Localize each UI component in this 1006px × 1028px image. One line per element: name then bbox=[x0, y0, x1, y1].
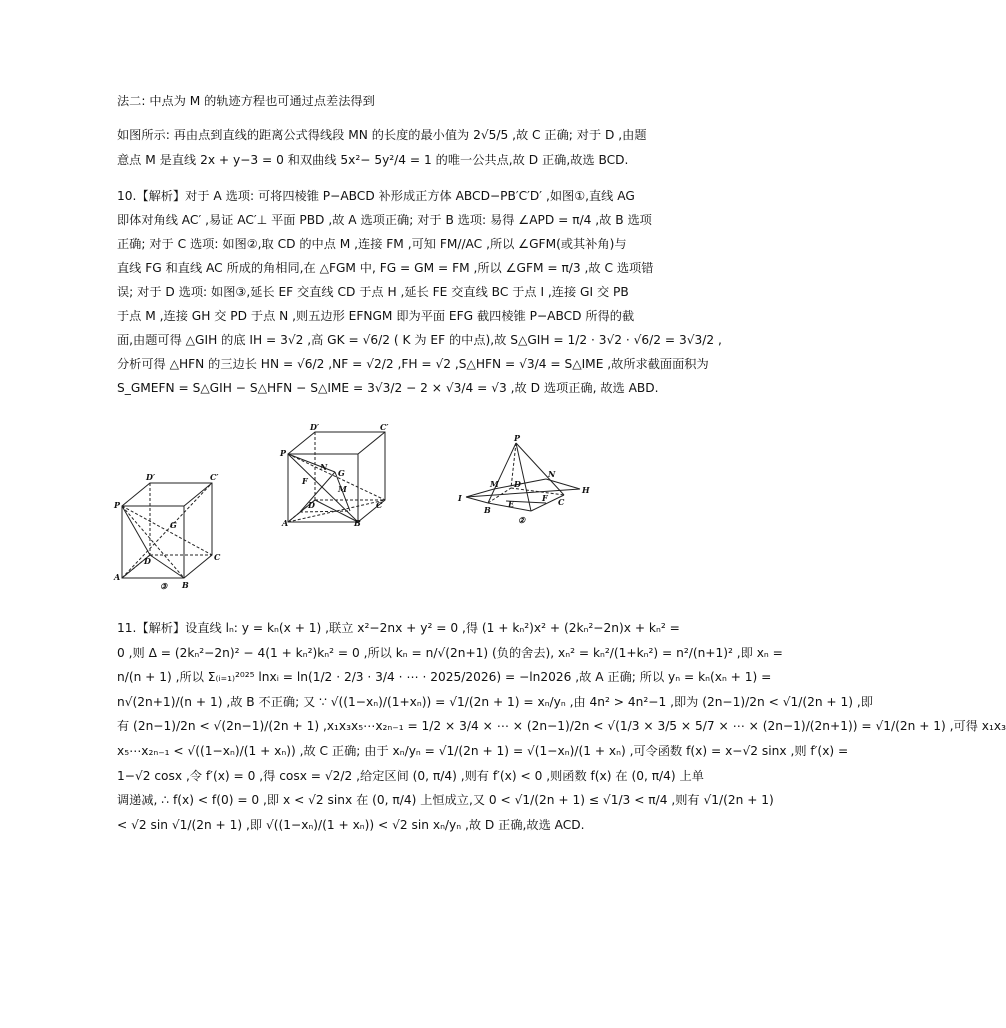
figure-label: N bbox=[320, 462, 328, 472]
text-line: 如图所示: 再由点到直线的距离公式得线段 MN 的长度的最小值为 2√5/5 ,故 C 正确; 对于 D ,由题 bbox=[117, 128, 647, 142]
figure-label: D bbox=[144, 556, 151, 566]
text-line: 1−√2 cosx ,令 f′(x) = 0 ,得 cosx = √2/2 ,给定区间 (0, π/4) ,则有 f′(x) < 0 ,则函数 f(x) 在 (0, π/4) 上单 bbox=[117, 768, 704, 783]
figure-label: C′ bbox=[210, 472, 219, 482]
figure-label: I bbox=[458, 493, 462, 503]
text-line: 于点 M ,连接 GH 交 PD 于点 N ,则五边形 EFNGM 即为平面 EFG 截四棱锥 P−ABCD 所得的截 bbox=[117, 309, 635, 323]
figure-label: D′ bbox=[146, 472, 156, 482]
figure-label: N bbox=[548, 469, 556, 479]
figure-label: M bbox=[490, 479, 499, 489]
method-two-paragraph bbox=[117, 90, 677, 114]
figure-label: ② bbox=[518, 515, 526, 525]
figure-label: F bbox=[542, 493, 548, 503]
text-line: 正确; 对于 C 选项: 如图②,取 CD 的中点 M ,连接 FM ,可知 FM//AC ,所以 ∠GFM(或其补角)与 bbox=[117, 237, 627, 251]
figure-label: C bbox=[214, 552, 221, 562]
figure-label: P bbox=[280, 448, 287, 458]
figure-label: B bbox=[182, 580, 189, 590]
figure-label: C bbox=[376, 500, 383, 510]
text-line: n√(2n+1)/(n + 1) ,故 B 不正确; 又 ∵ √((1−xₙ)/(1+xₙ)) = √1/(2n + 1) = xₙ/yₙ ,由 4n² > 4n²−1 ,即为 (2n−1)/2n < √1/(2n + 1) ,即 bbox=[117, 694, 873, 709]
figure-label: ③ bbox=[160, 581, 168, 591]
text-line: 11.【解析】设直线 lₙ: y = kₙ(x + 1) ,联立 x²−2nx + y² = 0 ,得 (1 + kₙ²)x² + (2kₙ²−2n)x + kₙ² = bbox=[117, 621, 680, 635]
figure-label: C bbox=[558, 497, 565, 507]
figure-label: B bbox=[354, 518, 361, 528]
text-line: 0 ,则 Δ = (2kₙ²−2n)² − 4(1 + kₙ²)kₙ² = 0 ,所以 kₙ = n/√(2n+1) (负的舍去), xₙ² = kₙ²/(1+kₙ²) = n²/(n+1)² ,即 xₙ = bbox=[117, 645, 783, 660]
text-line: 意点 M 是直线 2x + y−3 = 0 和双曲线 5x²− 5y²/4 = 1 的唯一公共点,故 D 正确,故选 BCD. bbox=[117, 153, 629, 167]
cube-figure-one bbox=[110, 468, 220, 590]
text-line: 分析可得 △HFN 的三边长 HN = √6/2 ,NF = √2/2 ,FH = √2 ,S△HFN = √3/4 = S△IME ,故所求截面面积为 bbox=[117, 357, 709, 371]
figure-label: G bbox=[338, 468, 345, 478]
figure-label: A bbox=[114, 572, 121, 582]
question-11-solution bbox=[117, 616, 1006, 837]
explanation-paragraph bbox=[117, 123, 677, 173]
text-line: < √2 sin √1/(2n + 1) ,即 √((1−xₙ)/(1 + xₙ)) < √2 sin xₙ/yₙ ,故 D 正确,故选 ACD. bbox=[117, 817, 585, 832]
text-line: 面,由题可得 △GIH 的底 IH = 3√2 ,高 GK = √6/2 ( K 为 EF 的中点),故 S△GIH = 1/2 · 3√2 · √6/2 = 3√3/2 , bbox=[117, 333, 722, 347]
figure-label: D bbox=[308, 500, 315, 510]
figure-label: D bbox=[514, 479, 521, 489]
pyramid-figure bbox=[456, 433, 591, 525]
text-line: x₅⋯x₂ₙ₋₁ < √((1−xₙ)/(1 + xₙ)) ,故 C 正确; 由于 xₙ/yₙ = √1/(2n + 1) = √(1−xₙ)/(1 + xₙ) ,可令函数 f(x) = x−√2 sinx ,则 f′(x) = bbox=[117, 743, 849, 758]
text-line: 调递减, ∴ f(x) < f(0) = 0 ,即 x < √2 sinx 在 (0, π/4) 上恒成立,又 0 < √1/(2n + 1) ≤ √1/3 < π/4 ,则有 √1/(2n + 1) bbox=[117, 793, 774, 808]
figure-label: A bbox=[282, 518, 289, 528]
text-line: 有 (2n−1)/2n < √(2n−1)/(2n + 1) ,x₁x₃x₅⋯x₂ₙ₋₁ = 1/2 × 3/4 × ⋯ × (2n−1)/2n < √(1/3 × 3/5 × 5/7 × ⋯ × (2n−1)/(2n+1)) = √1/(2n + 1) ,可得 x₁x₃ bbox=[117, 719, 1006, 734]
figure-label: P bbox=[114, 500, 121, 510]
figure-label: H bbox=[582, 485, 590, 495]
figure-label: E bbox=[508, 499, 515, 509]
figure-label: D′ bbox=[310, 422, 320, 432]
figure-label: B bbox=[484, 505, 491, 515]
figure-label: M bbox=[338, 484, 347, 494]
text-line: 法二: 中点为 M 的轨迹方程也可通过点差法得到 bbox=[117, 94, 375, 108]
text-line: 误; 对于 D 选项: 如图③,延长 EF 交直线 CD 于点 H ,延长 FE 交直线 BC 于点 I ,连接 GI 交 PB bbox=[117, 285, 629, 299]
figure-label: P bbox=[514, 433, 521, 443]
text-line: S_GMEFN = S△GIH − S△HFN − S△IME = 3√3/2 − 2 × √3/4 = √3 ,故 D 选项正确, 故选 ABD. bbox=[117, 381, 659, 395]
cube-figure-two bbox=[280, 422, 395, 527]
text-line: 10.【解析】对于 A 选项: 可将四棱锥 P−ABCD 补形成正方体 ABCD−PB′C′D′ ,如图①,直线 AG bbox=[117, 189, 635, 203]
question-10-solution bbox=[117, 184, 722, 400]
text-line: 即体对角线 AC′ ,易证 AC′⊥ 平面 PBD ,故 A 选项正确; 对于 B 选项: 易得 ∠APD = π/4 ,故 B 选项 bbox=[117, 213, 652, 227]
text-line: n/(n + 1) ,所以 Σ₍ᵢ₌₁₎²⁰²⁵ lnxᵢ = ln(1/2 · 2/3 · 3/4 · ⋯ · 2025/2026) = −ln2026 ,故 A 正确; 所以 yₙ = kₙ(xₙ + 1) = bbox=[117, 670, 772, 685]
figure-label: F bbox=[302, 476, 308, 486]
figure-label: G bbox=[170, 520, 177, 530]
figure-label: C′ bbox=[380, 422, 389, 432]
text-line: 直线 FG 和直线 AC 所成的角相同,在 △FGM 中, FG = GM = FM ,所以 ∠GFM = π/3 ,故 C 选项错 bbox=[117, 261, 654, 275]
